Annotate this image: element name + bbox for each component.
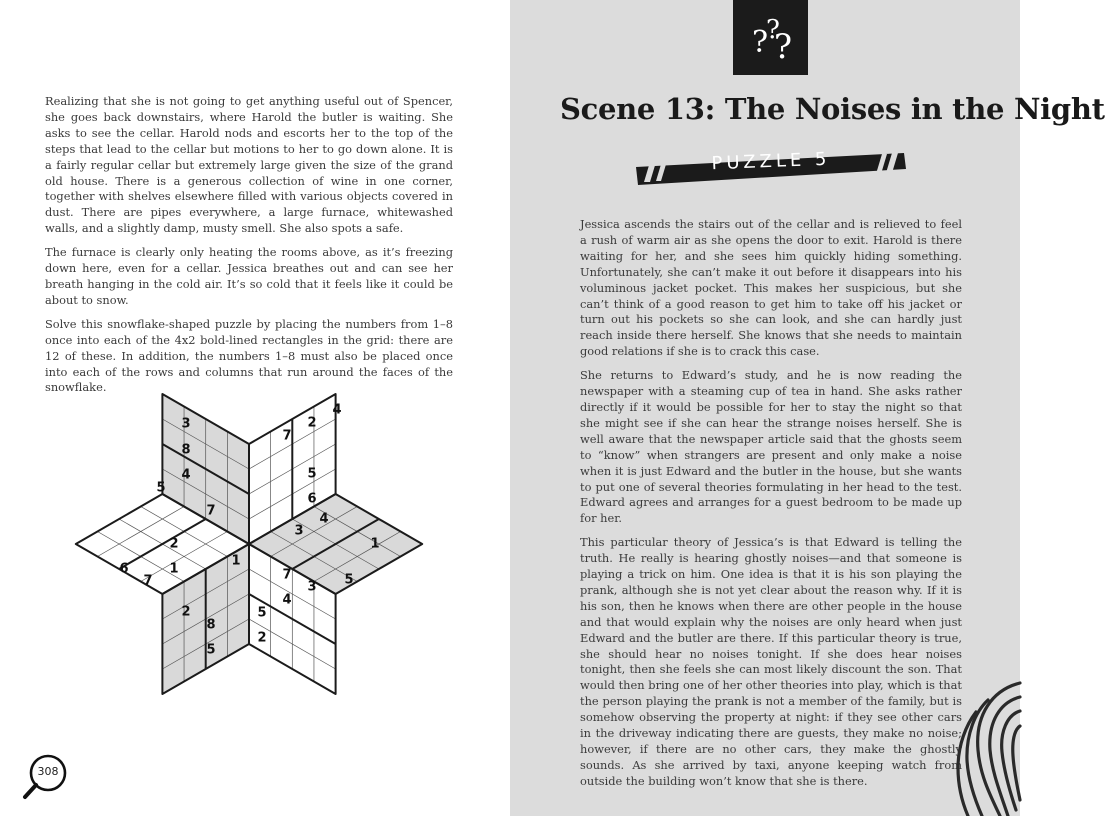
puzzle-clue: 1	[231, 553, 241, 569]
page-number: 308	[37, 765, 59, 778]
puzzle-clue: 5	[307, 466, 317, 482]
puzzle-clue: 2	[257, 630, 267, 646]
puzzle-clue: 8	[206, 617, 216, 633]
left-body-text	[45, 94, 453, 404]
puzzle-clue: 5	[344, 572, 354, 588]
puzzle-clue: 2	[169, 536, 179, 552]
puzzle-label: PUZZLE 5	[711, 148, 831, 175]
puzzle-clue: 3	[307, 579, 317, 595]
puzzle-clue: 5	[156, 480, 166, 496]
puzzle-clue: 4	[332, 402, 342, 418]
svg-text:?: ?	[751, 25, 769, 60]
left-paragraph-2: The furnace is clearly only heating the rooms above, as it’s freezing down here, even for a cellar. Jessica breathes out and can see her breath hanging in the cold air. It’s so cold that it feels like it could be about to snow.	[45, 245, 453, 307]
puzzle-clue: 5	[206, 642, 216, 658]
puzzle-clue: 6	[307, 491, 317, 507]
puzzle-clue: 5	[257, 605, 267, 621]
puzzle-clue: 1	[370, 536, 380, 552]
puzzle-clue: 7	[143, 573, 153, 589]
right-paragraph-3: This particular theory of Jessica’s is that Edward is telling the truth. He really is hearing ghostly noises—and that someone is playing a trick on him. One idea is that it is his son playing the prank, although she is not yet clear about the reason why. If it is his son, then he knows when there are other people in the house and that would explain why the noises are only heard when just Edward and the butler are there. If this particular theory is true, she should hear no noises tonight. If she does hear noises tonight, then she feels she can most likely discount the son. That would then bring one of her other theories into play, which is that the person playing the prank is not a member of the family, but is somehow observing the property at night: if they see other cars in the driveway indicating there are guests, they make no noise; however, if there are no other cars, they make the ghostly sounds. As she arrived by taxi, anyone keeping watch from outside the building won’t know that she is there.	[580, 535, 962, 788]
puzzle-clue: 6	[119, 561, 129, 577]
puzzle-clue: 7	[206, 503, 216, 519]
left-paragraph-1: Realizing that she is not going to get anything useful out of Spencer, she goes back downstairs, where Harold the butler is waiting. She asks to see the cellar. Harold nods and escorts her to the top of the steps that lead to the cellar but motions to her to go down alone. It is a fairly regular cellar but extremely large given the size of the grand old house. There is a generous collection of wine in one corner, together with shelves elsewhere filled with various objects covered in dust. There are pipes everywhere, a large furnace, whitewashed walls, and a slightly damp, musty smell. She also spots a safe.	[45, 94, 453, 236]
puzzle-clue: 8	[181, 442, 191, 458]
right-paragraph-1: Jessica ascends the stairs out of the cellar and is relieved to feel a rush of warm air as she opens the door to exit. Harold is there waiting for her, and she sees him quickly hiding something. Unfortunately, she can’t make it out before it disappears into his voluminous jacket pocket. This makes her suspicious, but she can’t think of a good reason to get him to take off his jacket or turn out his pockets so she can look, and she can hardly just reach inside there herself. She knows that she needs to maintain good relations if she is to crack this case.	[580, 217, 962, 359]
puzzle-clue: 7	[282, 428, 292, 444]
scene-title: Scene 13: The Noises in the Night	[560, 92, 1105, 126]
puzzle-clue: 3	[294, 523, 304, 539]
right-paragraph-2: She returns to Edward’s study, and he is now reading the newspaper with a steaming cup of tea in hand. She asks rather directly if it would be possible for her to stay the night so that she might see if she can hear the strange noises herself. She is well aware that the newspaper article said that the ghosts seem to “know” when strangers are present and only make a noise when it is just Edward and the butler in the house, but she wants to put one of several theories formulating in her head to the test. Edward agrees and arranges for a guest bedroom to be made up for her.	[580, 368, 962, 526]
fingerprint-icon	[470, 670, 1020, 816]
puzzle-clue: 1	[169, 561, 179, 577]
puzzle-clue: 2	[181, 604, 191, 620]
svg-text:?: ?	[766, 15, 780, 45]
puzzle-clue: 3	[181, 416, 191, 432]
puzzle-clue: 2	[307, 415, 317, 431]
puzzle-clue: 4	[319, 511, 329, 527]
snowflake-puzzle	[40, 380, 480, 710]
puzzle-clue: 4	[181, 467, 191, 483]
left-paragraph-3: Solve this snowflake-shaped puzzle by placing the numbers from 1–8 once into each of the 4x2 bold-lined rectangles in the grid: there are 12 of these. In addition, the numbers 1–8 must also be placed once into each of the rows and columns that run around the faces of the snowflake.	[45, 316, 453, 395]
puzzle-clue: 4	[282, 592, 292, 608]
svg-text:?: ?	[773, 27, 793, 67]
puzzle-clue: 7	[282, 567, 292, 583]
question-marks-icon	[733, 0, 808, 75]
